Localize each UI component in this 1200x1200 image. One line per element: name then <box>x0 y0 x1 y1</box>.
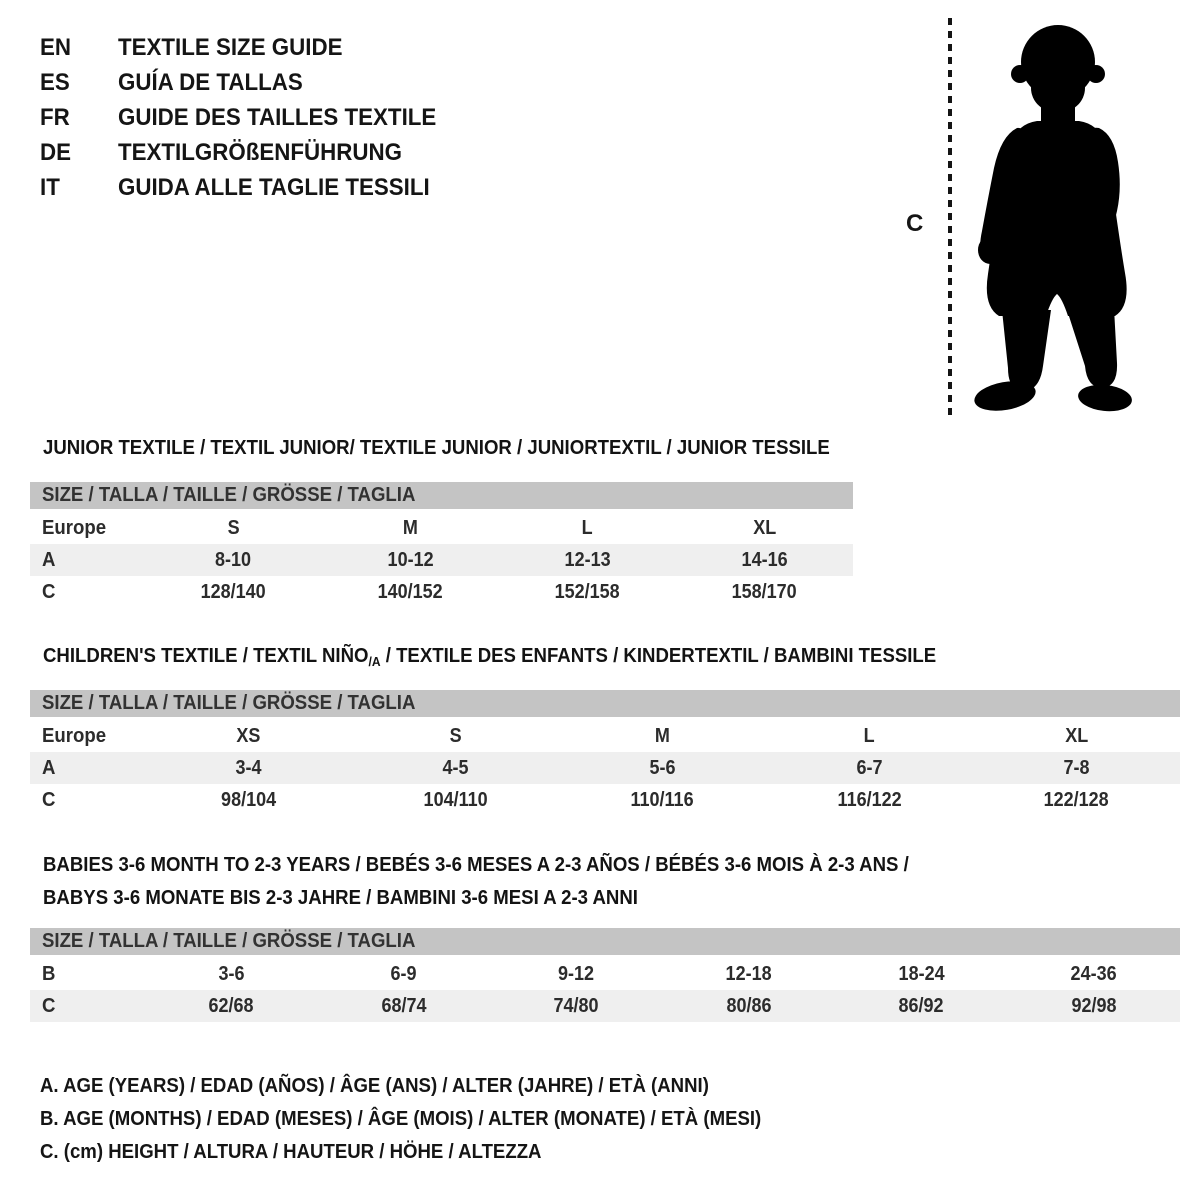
cell-value: 128/140 <box>200 580 267 603</box>
lang-title-de: TEXTILGRÖßENFÜHRUNG <box>118 138 402 166</box>
size-header-bar <box>30 690 1180 717</box>
cell-value: M <box>654 724 670 747</box>
cell-value: 14-16 <box>741 548 788 571</box>
size-header-bar <box>30 482 853 509</box>
table-row <box>30 720 1180 752</box>
height-measure-label: C <box>906 210 924 237</box>
cell-value: 3-4 <box>235 756 262 779</box>
lang-code-es: ES <box>40 68 70 96</box>
cell-value: 3-6 <box>218 962 245 985</box>
row-label: A <box>42 548 56 571</box>
cell-value: S <box>227 516 240 539</box>
cell-value: 24-36 <box>1070 962 1117 985</box>
size-header-label: SIZE / TALLA / TAILLE / GRÖSSE / TAGLIA <box>42 484 416 506</box>
babies-heading-line2: BABYS 3-6 MONATE BIS 2-3 JAHRE / BAMBINI 3-6 MESI A 2-3 ANNI <box>43 887 638 909</box>
cell-value: L <box>582 516 593 539</box>
cell-value: 152/158 <box>554 580 621 603</box>
language-title-list <box>40 30 460 205</box>
table-row <box>30 576 853 608</box>
baby-silhouette-icon <box>965 18 1137 418</box>
height-dashed-line <box>948 18 952 416</box>
cell-value: 140/152 <box>377 580 444 603</box>
table-row <box>30 784 1180 816</box>
row-label: A <box>42 756 56 779</box>
cell-value: 6-7 <box>856 756 883 779</box>
cell-value: 68/74 <box>381 994 427 1017</box>
cell-value: 86/92 <box>898 994 944 1017</box>
cell-value: 12-18 <box>725 962 772 985</box>
children-size-table <box>30 690 1180 816</box>
babies-heading-line1: BABIES 3-6 MONTH TO 2-3 YEARS / BEBÉS 3-6 MESES A 2-3 AÑOS / BÉBÉS 3-6 MOIS À 2-3 ANS / <box>43 854 909 876</box>
babies-size-table <box>30 928 1180 1022</box>
lang-row-it <box>40 170 460 205</box>
table-row <box>30 544 853 576</box>
table-row <box>30 512 853 544</box>
cell-value: 98/104 <box>220 788 277 811</box>
lang-title-it: GUIDA ALLE TAGLIE TESSILI <box>118 173 430 201</box>
lang-code-de: DE <box>40 138 72 166</box>
size-header-bar <box>30 928 1180 955</box>
lang-row-fr <box>40 100 460 135</box>
cell-value: 122/128 <box>1043 788 1110 811</box>
row-label: C <box>42 788 56 811</box>
children-section-heading: CHILDREN'S TEXTILE / TEXTIL $NIÑO_{/A}$ / TEXTILE DES ENFANTS / KINDERTEXTIL / BAMBINI TESSILE <box>43 645 937 669</box>
size-header-label: SIZE / TALLA / TAILLE / GRÖSSE / TAGLIA <box>42 930 416 952</box>
row-label: C <box>42 994 56 1017</box>
legend-line-c: C. (cm) HEIGHT / ALTURA / HAUTEUR / HÖHE / ALTEZZA <box>40 1141 542 1163</box>
cell-value: 62/68 <box>208 994 254 1017</box>
cell-value: 10-12 <box>387 548 434 571</box>
measure-legend <box>40 1070 816 1169</box>
row-label: Europe <box>42 724 107 747</box>
cell-value: 92/98 <box>1071 994 1117 1017</box>
babies-section-heading <box>43 849 974 915</box>
nino-a-subscript: /A <box>368 654 381 669</box>
cell-value: 104/110 <box>423 788 488 811</box>
lang-title-fr: GUIDE DES TAILLES TEXTILE <box>118 103 437 131</box>
cell-value: M <box>402 516 418 539</box>
cell-value: 6-9 <box>390 962 417 985</box>
cell-value: 9-12 <box>558 962 595 985</box>
junior-size-table <box>30 482 853 608</box>
cell-value: XL <box>752 516 777 539</box>
junior-section-heading: JUNIOR TEXTILE / TEXTIL JUNIOR/ TEXTILE JUNIOR / JUNIORTEXTIL / JUNIOR TESSILE <box>43 437 830 459</box>
cell-value: S <box>449 724 462 747</box>
lang-title-es: GUÍA DE TALLAS <box>118 68 303 96</box>
lang-code-fr: FR <box>40 103 70 131</box>
cell-value: 8-10 <box>215 548 252 571</box>
lang-title-en: TEXTILE SIZE GUIDE <box>118 33 343 61</box>
cell-value: 5-6 <box>649 756 676 779</box>
cell-value: 4-5 <box>442 756 469 779</box>
cell-value: 74/80 <box>553 994 599 1017</box>
lang-row-es <box>40 65 460 100</box>
row-label: B <box>42 962 56 985</box>
cell-value: 80/86 <box>726 994 772 1017</box>
lang-code-en: EN <box>40 33 72 61</box>
lang-row-de <box>40 135 460 170</box>
cell-value: 12-13 <box>564 548 611 571</box>
legend-line-a: A. AGE (YEARS) / EDAD (AÑOS) / ÂGE (ANS) / ALTER (JAHRE) / ETÀ (ANNI) <box>40 1075 709 1097</box>
cell-value: 7-8 <box>1063 756 1090 779</box>
row-label: Europe <box>42 516 107 539</box>
row-label: C <box>42 580 56 603</box>
table-row <box>30 990 1180 1022</box>
cell-value: 110/116 <box>630 788 695 811</box>
cell-value: 158/170 <box>731 580 798 603</box>
size-header-label: SIZE / TALLA / TAILLE / GRÖSSE / TAGLIA <box>42 692 416 714</box>
cell-value: XL <box>1064 724 1089 747</box>
cell-value: L <box>864 724 875 747</box>
table-row <box>30 752 1180 784</box>
table-row <box>30 958 1180 990</box>
lang-code-it: IT <box>40 173 60 201</box>
legend-line-b: B. AGE (MONTHS) / EDAD (MESES) / ÂGE (MOIS) / ALTER (MONATE) / ETÀ (MESI) <box>40 1108 762 1130</box>
cell-value: XS <box>236 724 261 747</box>
cell-value: 116/122 <box>837 788 902 811</box>
cell-value: 18-24 <box>898 962 945 985</box>
lang-row-en <box>40 30 460 65</box>
